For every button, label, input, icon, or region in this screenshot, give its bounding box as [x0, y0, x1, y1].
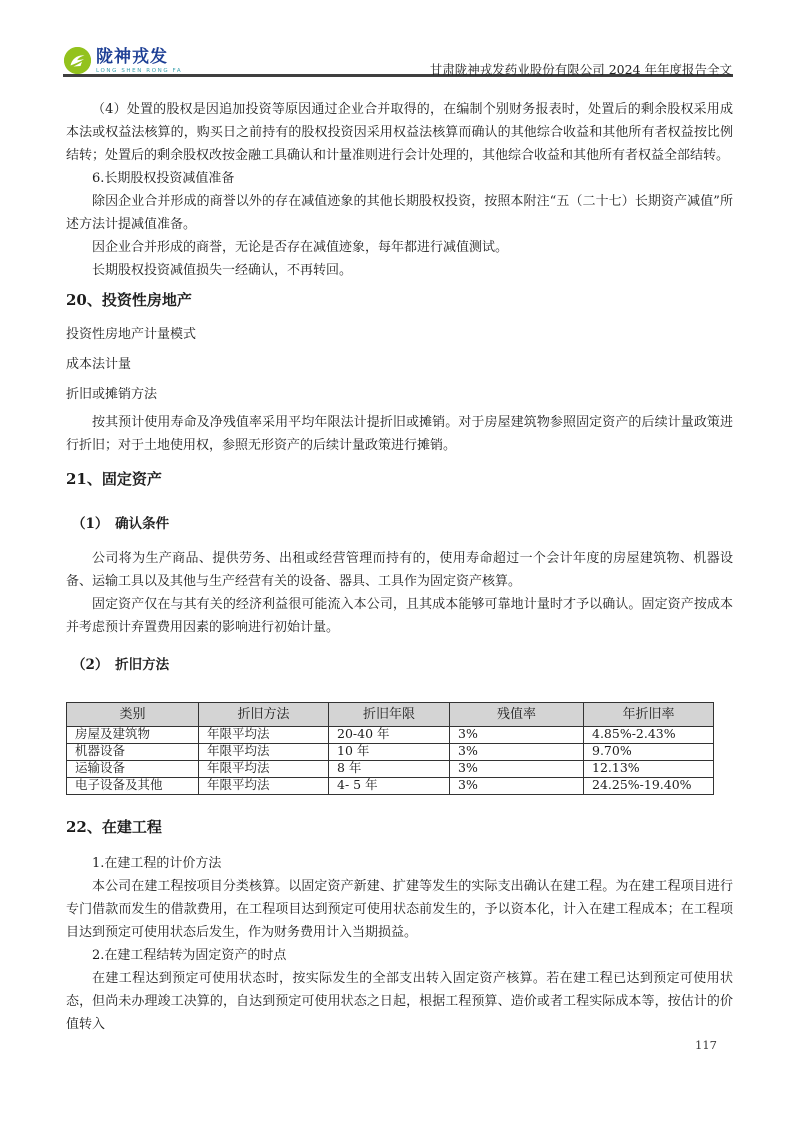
depreciation-table: [66, 702, 714, 795]
logo-bird-icon: [64, 47, 91, 74]
cell-life: 8 年: [329, 760, 450, 777]
section-heading-20-investment-property: 20、投资性房地产: [66, 290, 192, 309]
cell-life: 10 年: [329, 743, 450, 760]
cell-category: 运输设备: [67, 760, 199, 777]
cell-residual-rate: 3%: [450, 743, 584, 760]
cell-annual-rate: 24.25%-19.40%: [584, 777, 714, 794]
paragraph-cost-method: 成本法计量: [66, 356, 132, 372]
cell-method: 年限平均法: [199, 743, 329, 760]
table-row: [67, 743, 714, 760]
brand-name-en: LONG SHEN RONG FA: [96, 68, 183, 74]
cell-method: 年限平均法: [199, 726, 329, 743]
cell-annual-rate: 9.70%: [584, 743, 714, 760]
cell-category: 机器设备: [67, 743, 199, 760]
paragraph-cip-transfer-title: 2.在建工程结转为固定资产的时点: [92, 947, 287, 963]
paragraph-impairment-title: 6.长期股权投资减值准备: [92, 170, 235, 186]
column-header-method: 折旧方法: [199, 702, 329, 726]
paragraph-cip-transfer: 在建工程达到预定可使用状态时，按实际发生的全部支出转入固定资产核算。若在建工程已达到预定可使用状态，但尚未办理竣工决算的，自达到预定可使用状态之日起，根据工程预算、造价或者工程实际成本等，按估计的价值转入: [66, 970, 733, 1032]
cell-life: 4- 5 年: [329, 777, 450, 794]
table-row: [67, 777, 714, 794]
cell-residual-rate: 3%: [450, 760, 584, 777]
column-header-life: 折旧年限: [329, 702, 450, 726]
paragraph-impairment-method: 除因企业合并形成的商誉以外的存在减值迹象的其他长期股权投资，按照本附注“五（二十七）长期资产减值”所述方法计提减值准备。: [66, 193, 733, 232]
section-heading-22-construction-in-progress: 22、在建工程: [66, 817, 162, 836]
page-header: [0, 0, 793, 77]
cell-residual-rate: 3%: [450, 726, 584, 743]
paragraph-cip-valuation-title: 1.在建工程的计价方法: [92, 855, 222, 871]
cell-method: 年限平均法: [199, 777, 329, 794]
paragraph-goodwill-test: 因企业合并形成的商誉，无论是否存在减值迹象，每年都进行减值测试。: [92, 239, 509, 255]
paragraph-depreciation-amortization: 折旧或摊销方法: [66, 386, 158, 402]
cell-method: 年限平均法: [199, 760, 329, 777]
paragraph-useful-life-policy: 按其预计使用寿命及净残值率采用平均年限法计提折旧或摊销。对于房屋建筑物参照固定资产的后续计量政策进行折旧；对于土地使用权，参照无形资产的后续计量政策进行摊销。: [66, 414, 733, 453]
paragraph-fixed-asset-scope: 公司将为生产商品、提供劳务、出租或经营管理而持有的，使用寿命超过一个会计年度的房屋建筑物、机器设备、运输工具以及其他与生产经营有关的设备、器具、工具作为固定资产核算。: [66, 550, 733, 589]
subheading-depreciation-method: （2） 折旧方法: [72, 656, 170, 673]
cell-life: 20-40 年: [329, 726, 450, 743]
cell-category: 房屋及建筑物: [67, 726, 199, 743]
table-header-row: [67, 702, 714, 726]
brand-name-cn: 陇神戎发: [96, 47, 168, 67]
page-content: [0, 98, 793, 1036]
page-number: 117: [695, 1038, 717, 1052]
table-row: [67, 760, 714, 777]
cell-annual-rate: 12.13%: [584, 760, 714, 777]
column-header-category: 类别: [67, 702, 199, 726]
subheading-recognition-criteria: （1） 确认条件: [72, 515, 170, 532]
cell-category: 电子设备及其他: [67, 777, 199, 794]
depreciation-table-header: [67, 702, 714, 726]
paragraph-equity-disposal: （4）处置的股权是因追加投资等原因通过企业合并取得的，在编制个别财务报表时，处置后的剩余股权采用成本法或权益法核算的，购买日之前持有的股权投资因采用权益法核算而确认的其他综合收益和其他所有者权益按比例结转；处置后的剩余股权改按金融工具确认和计量准则进行会计处理的，其他综合收益和其他所有者权益全部结转。: [66, 101, 733, 163]
paragraph-measurement-model: 投资性房地产计量模式: [66, 326, 197, 342]
column-header-annual-rate: 年折旧率: [584, 702, 714, 726]
company-logo: [64, 47, 182, 75]
cell-annual-rate: 4.85%-2.43%: [584, 726, 714, 743]
paragraph-fixed-asset-recognition: 固定资产仅在与其有关的经济利益很可能流入本公司，且其成本能够可靠地计量时才予以确认。固定资产按成本并考虑预计弃置费用因素的影响进行初始计量。: [66, 596, 733, 635]
column-header-residual-rate: 残值率: [450, 702, 584, 726]
logo-text: [96, 47, 182, 75]
section-heading-21-fixed-assets: 21、固定资产: [66, 469, 162, 488]
table-row: [67, 726, 714, 743]
paragraph-impairment-no-reversal: 长期股权投资减值损失一经确认，不再转回。: [92, 262, 353, 278]
document-title: 甘肃陇神戎发药业股份有限公司 2024 年年度报告全文: [429, 62, 732, 77]
cell-residual-rate: 3%: [450, 777, 584, 794]
paragraph-cip-valuation: 本公司在建工程按项目分类核算。以固定资产新建、扩建等发生的实际支出确认在建工程。为在建工程项目进行专门借款而发生的借款费用，在工程项目达到预定可使用状态前发生的，予以资本化，计入在建工程成本；在工程项目达到预定可使用状态后发生，作为财务费用计入当期损益。: [66, 878, 733, 940]
